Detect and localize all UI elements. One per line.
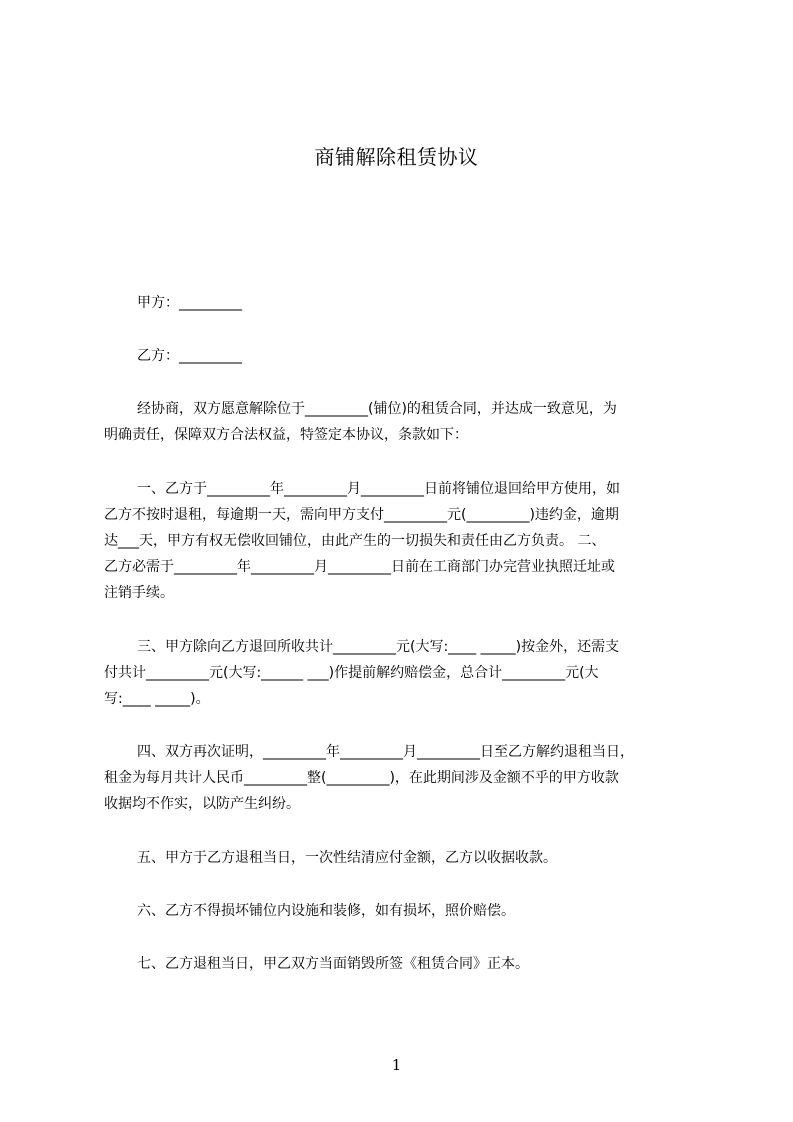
clause-1-line-3: 达___天，甲方有权无偿收回铺位，由此产生的一切损失和责任由乙方负责。 二、 xyxy=(104,533,606,549)
clause-3-line-1: 三、甲方除向乙方退回所收共计_________元(大写:____ _____)按金外，还需支 xyxy=(137,639,620,655)
page-number: 1 xyxy=(391,1056,402,1074)
intro-line-2: 明确责任，保障双方合法权益，特签定本协议，条款如下： xyxy=(104,427,468,443)
clause-1-line-1: 一、乙方于_________年_________月_________日前将铺位退回给甲方使用，如 xyxy=(137,481,620,497)
clause-2-line-2: 注销手续。 xyxy=(104,585,174,601)
intro-line-1: 经协商，双方愿意解除位于_________(铺位)的租赁合同，并达成一致意见，为 xyxy=(137,401,617,417)
document-title: 商铺解除租赁协议 xyxy=(314,145,479,169)
clause-4-line-1: 四、双方再次证明，_________年_________月_________日至乙方解约退租当日， xyxy=(137,744,634,760)
clause-4-line-2: 租金为每月共计人民币_________整(_________)，在此期间涉及金额不乎的甲方收款 xyxy=(104,770,619,786)
clause-7-line: 七、乙方退租当日，甲乙双方当面销毁所签《租赁合同》正本。 xyxy=(137,956,529,972)
clause-6-line: 六、乙方不得损坏铺位内设施和装修，如有损坏，照价赔偿。 xyxy=(137,903,515,919)
party-a-line: 甲方：_________ xyxy=(137,295,242,311)
clause-3-line-3: 写:____ _____)。 xyxy=(104,691,210,707)
party-b-line: 乙方：_________ xyxy=(137,348,242,364)
clause-3-line-2: 付共计_________元(大写:______ ___)作提前解约赔偿金，总合计_________元(大 xyxy=(104,665,599,681)
clause-4-line-3: 收据均不作实，以防产生纠纷。 xyxy=(104,796,300,812)
clause-2-line-1: 乙方必需于_________年_________月_________日前在工商部门办完营业执照迁址或 xyxy=(104,559,615,575)
clause-1-line-2: 乙方不按时退租，每逾期一天，需向甲方支付_________元(_________)违约金，逾期 xyxy=(104,507,619,523)
clause-5-line: 五、甲方于乙方退租当日，一次性结清应付金额，乙方以收据收款。 xyxy=(137,850,557,866)
